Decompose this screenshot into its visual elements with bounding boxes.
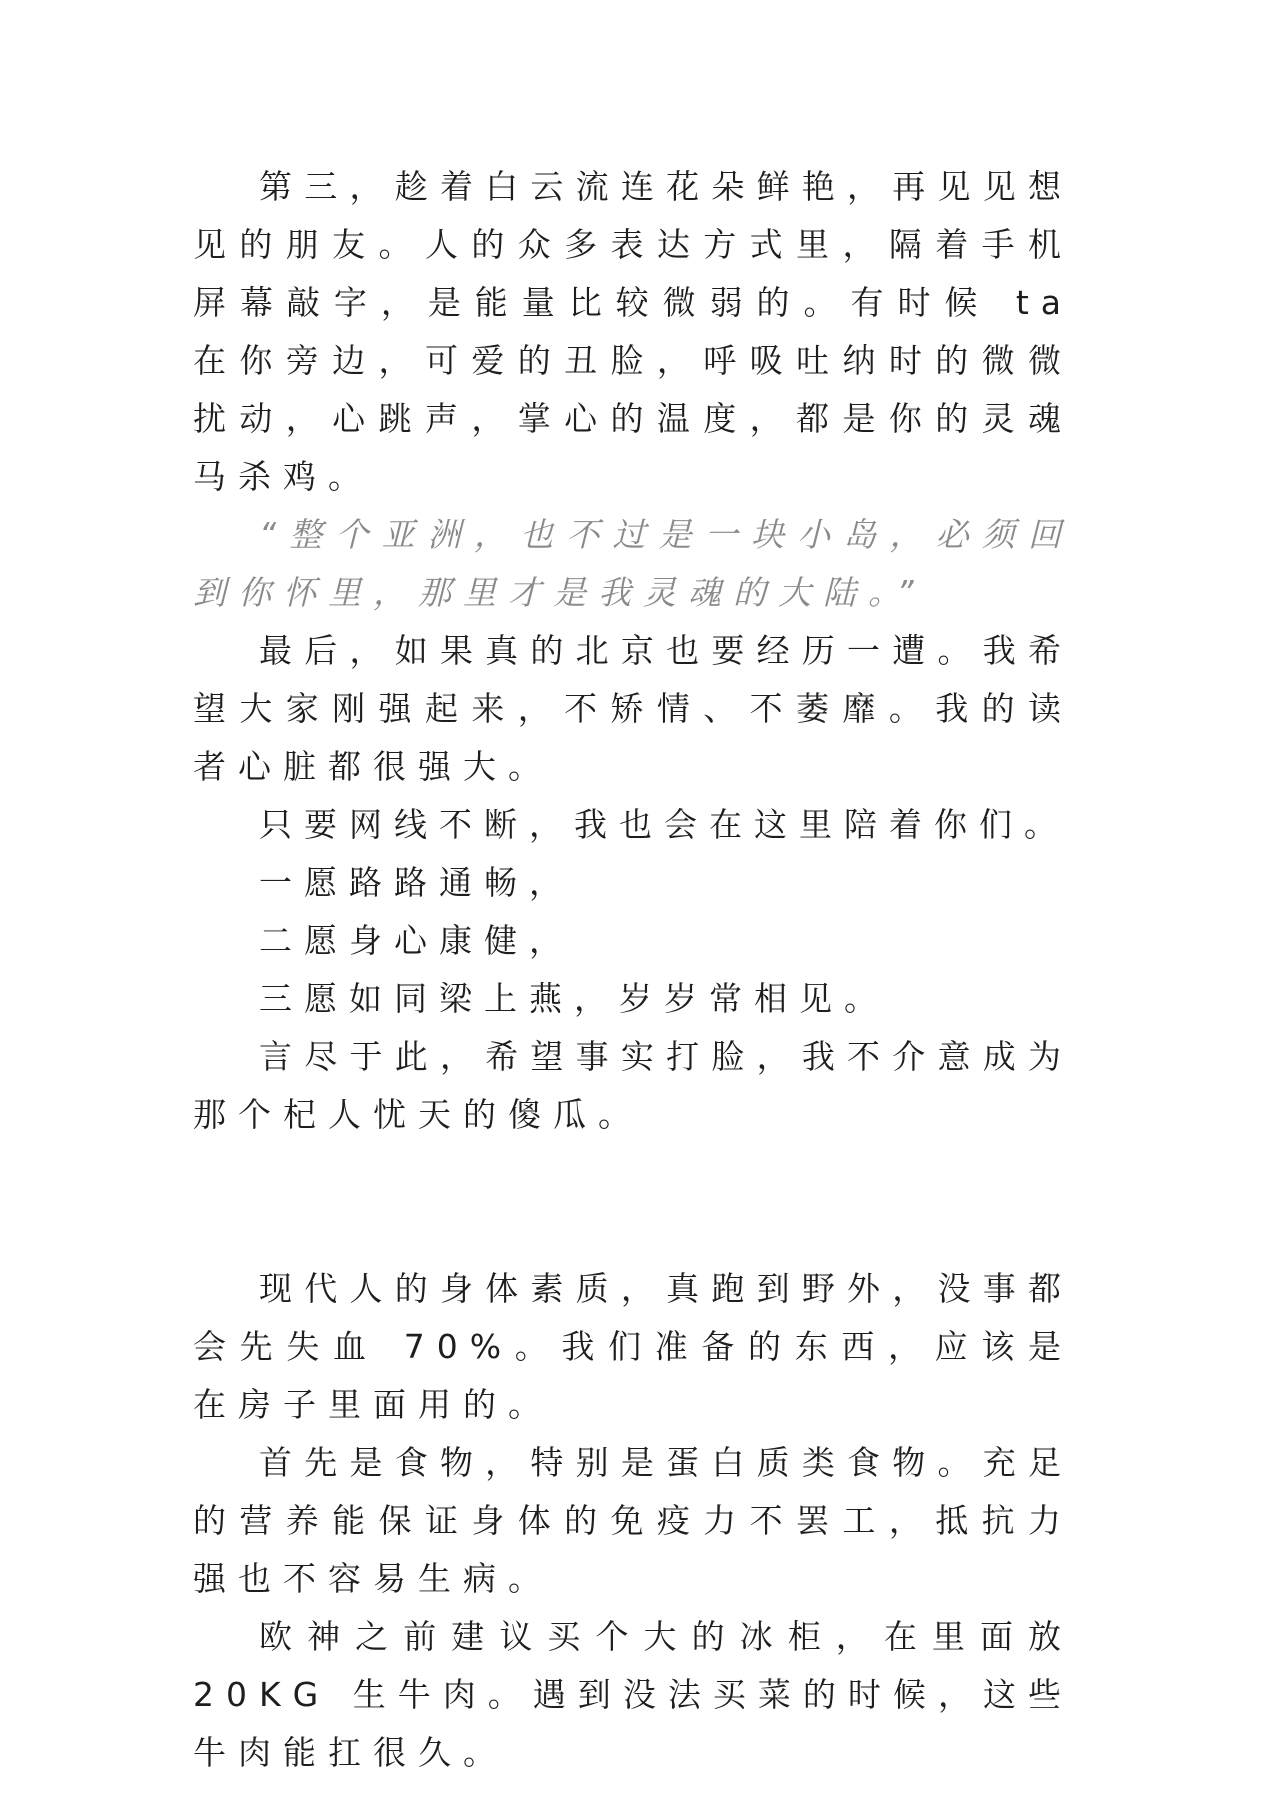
paragraph: 现代人的身体素质，真跑到野外，没事都会先失血 70%。我们准备的东西，应该是在房子里面用的。 — [193, 1269, 1073, 1424]
wish-line: 二愿身心康健， — [259, 921, 574, 960]
paragraph: 言尽于此，希望事实打脸，我不介意成为那个杞人忧天的傻瓜。 — [193, 1037, 1073, 1134]
wish-line: 三愿如同梁上燕，岁岁常相见。 — [259, 979, 889, 1018]
paragraph: 首先是食物，特别是蛋白质类食物。充足的营养能保证身体的免疫力不罢工，抵抗力强也不容易生病。 — [193, 1443, 1073, 1598]
document-body — [193, 158, 1073, 1782]
section-gap — [193, 1144, 1073, 1202]
paragraph: 只要网线不断，我也会在这里陪着你们。 — [259, 805, 1069, 844]
paragraph: 第三，趁着白云流连花朵鲜艳，再见见想见的朋友。人的众多表达方式里，隔着手机屏幕敲字，是能量比较微弱的。有时候 ta 在你旁边，可爱的丑脸，呼吸吐纳时的微微扰动，心跳声，掌心的温度，都是你的灵魂马杀鸡。 — [193, 167, 1073, 496]
quote-paragraph: “整个亚洲，也不过是一块小岛，必须回到你怀里，那里才是我灵魂的大陆。” — [193, 515, 1073, 612]
wish-line: 一愿路路通畅， — [259, 863, 574, 902]
section-gap — [193, 1202, 1073, 1260]
paragraph: 欧神之前建议买个大的冰柜，在里面放 20KG 生牛肉。遇到没法买菜的时候，这些牛肉能扛很久。 — [193, 1617, 1073, 1772]
paragraph: 最后，如果真的北京也要经历一遭。我希望大家刚强起来，不矫情、不萎靡。我的读者心脏都很强大。 — [193, 631, 1073, 786]
